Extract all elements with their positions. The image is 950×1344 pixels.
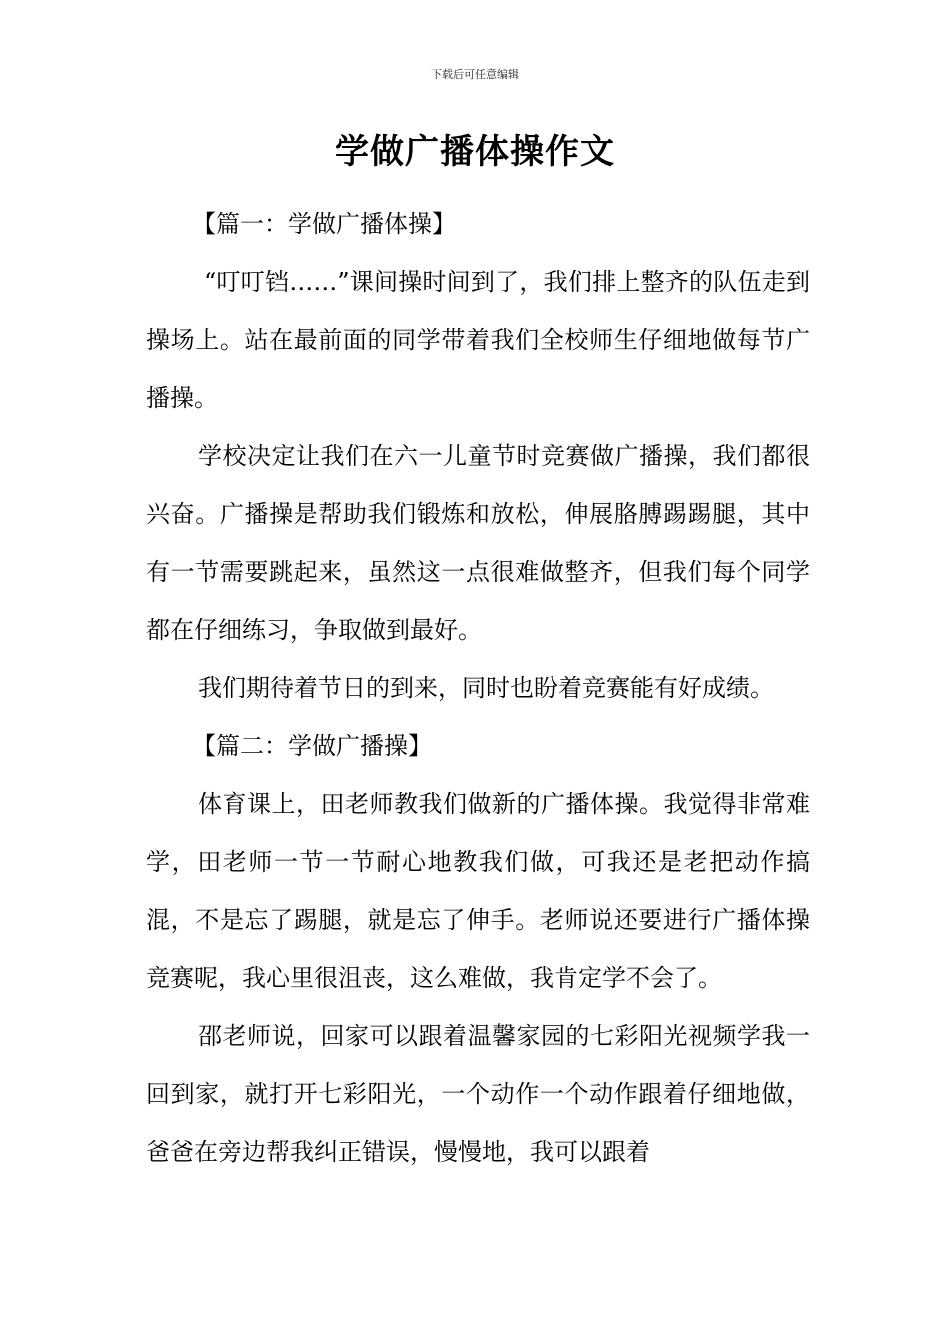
paragraph: 学校决定让我们在六一儿童节时竞赛做广播操，我们都很兴奋。广播操是帮助我们锻炼和放松，伸展胳膊踢踢腿，其中有一节需要跳起来，虽然这一点很难做整齐，但我们每个同学都在仔细练习，争取做到最好。 bbox=[146, 442, 810, 644]
section-2 bbox=[146, 717, 810, 1181]
document-body bbox=[146, 195, 810, 1181]
section-1 bbox=[146, 195, 810, 717]
document-title: 学做广播体操作文 bbox=[335, 132, 615, 172]
paragraph: 邵老师说，回家可以跟着温馨家园的七彩阳光视频学我一回到家，就打开七彩阳光，一个动作一个动作跟着仔细地做，爸爸在旁边帮我纠正错误，慢慢地，我可以跟着 bbox=[146, 1022, 810, 1166]
section-heading: 【篇二：学做广播操】 bbox=[192, 732, 432, 760]
paragraph: 我们期待着节日的到来，同时也盼着竞赛能有好成绩。 bbox=[198, 674, 774, 702]
paragraph: 体育课上，田老师教我们做新的广播体操。我觉得非常难学，田老师一节一节耐心地教我们做，可我还是老把动作搞混，不是忘了踢腿，就是忘了伸手。老师说还要进行广播体操竞赛呢，我心里很沮丧，这么难做，我肯定学不会了。 bbox=[146, 790, 810, 992]
section-heading: 【篇一：学做广播体操】 bbox=[192, 210, 456, 238]
header-note: 下载后可任意编辑 bbox=[431, 68, 519, 81]
paragraph: “叮叮铛……”课间操时间到了，我们排上整齐的队伍走到操场上。站在最前面的同学带着我们全校师生仔细地做每节广播操。 bbox=[146, 268, 810, 412]
